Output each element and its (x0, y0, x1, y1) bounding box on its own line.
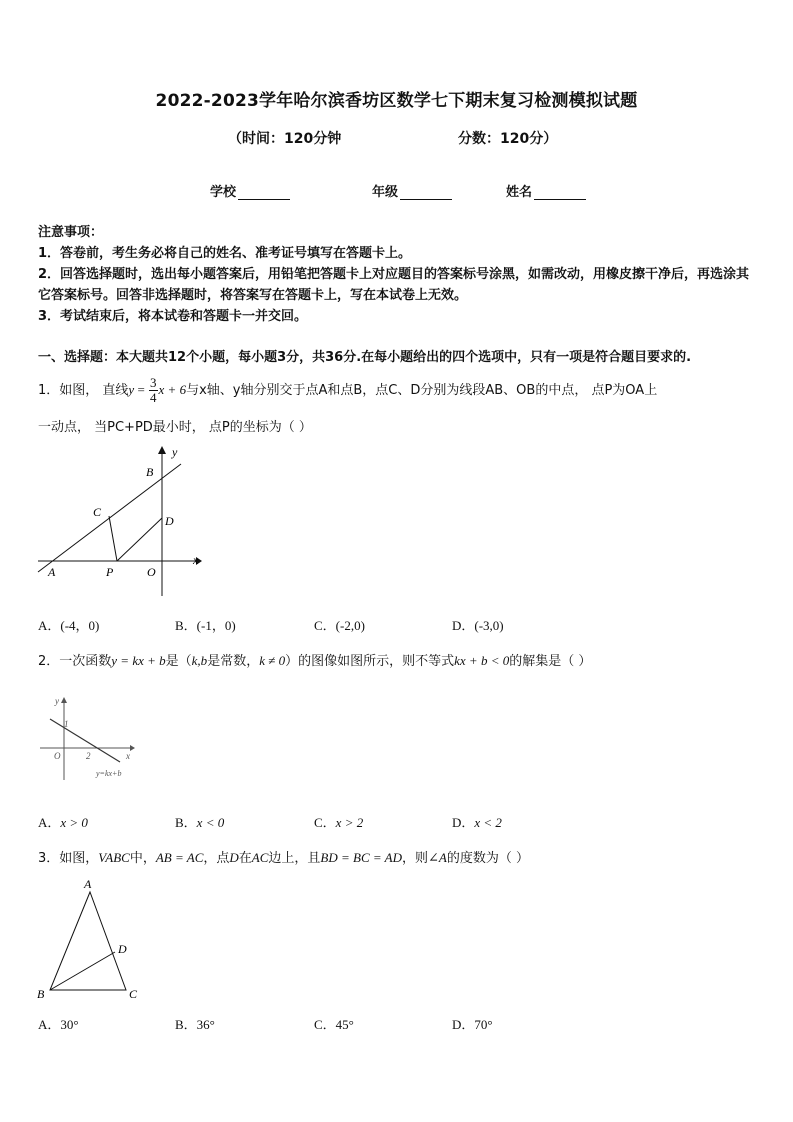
name-label: 姓名 (506, 185, 533, 200)
q3-option-c: C．45° (314, 1017, 354, 1032)
label-B: B (37, 987, 45, 1001)
label-A: A (48, 565, 56, 579)
school-label: 学校 (210, 185, 237, 200)
notice-block (38, 222, 760, 327)
question-1-text: 1．如图， 直线y = $\frac{3}{4}$ x + 6与x轴、y轴分别交于点A和点B，点C、D分别为线段AB、OB的中点， 点P为OA上 (38, 375, 658, 405)
name-blank (534, 185, 586, 200)
label-x: x (126, 751, 130, 761)
q3-option-d: D．70° (452, 1017, 493, 1032)
label-x: x (193, 553, 199, 567)
label-O: O (54, 751, 61, 761)
label-y: y (55, 696, 59, 706)
q2-option-b: B．x < 0 (175, 815, 225, 830)
section-heading: 一、选择题：本大题共12个小题，每小题3分，共36分.在每小题给出的四个选项中，只有一项是符合题目要求的. (38, 350, 692, 365)
label-2: 2 (86, 751, 91, 761)
fraction: $\frac{3}{4}$ (150, 375, 157, 405)
label-P: P (106, 565, 114, 579)
page-title: 2022-2023学年哈尔滨香坊区数学七下期末复习检测模拟试题 (155, 91, 638, 111)
exam-time: （时间：120分钟 (228, 131, 342, 147)
notice-heading: 注意事项： (38, 225, 104, 240)
label-function: y=kx+b (96, 769, 122, 778)
question-2-text: 2．一次函数y = kx + b是（k,b是常数，k ≠ 0）的图像如图所示，则不等式kx + b < 0的解集是（ ） (38, 653, 592, 669)
grade-label: 年级 (372, 185, 399, 200)
q2-option-c: C．x > 2 (314, 815, 364, 830)
label-1: 1 (64, 719, 69, 729)
school-field (210, 181, 290, 200)
name-field (506, 181, 586, 200)
question-3-figure (34, 876, 146, 1002)
label-A: A (84, 877, 92, 891)
notice-item: 3．考试结束后，将本试卷和答题卡一并交回。 (38, 309, 308, 324)
label-B: B (146, 465, 154, 479)
label-D: D (118, 942, 127, 956)
q2-option-a: A．x > 0 (38, 815, 88, 830)
question-1-figure (36, 446, 206, 598)
grade-field (372, 181, 452, 200)
question-3-text: 3．如图，VABC中，AB = AC，点D在AC边上，且BD = BC = AD，则∠A的度数为（ ） (38, 850, 530, 866)
label-C: C (129, 987, 138, 1001)
q3-option-a: A．30° (38, 1017, 79, 1032)
label-y: y (172, 446, 178, 459)
question-2-figure (38, 692, 140, 784)
q1-option-a: A．(-4，0) (38, 618, 100, 633)
label-O: O (147, 565, 156, 579)
q1-option-b: B．(-1，0) (175, 618, 236, 633)
school-blank (238, 185, 290, 200)
grade-blank (400, 185, 452, 200)
exam-score: 分数：120分） (458, 131, 558, 147)
q2-option-d: D．x < 2 (452, 815, 502, 830)
question-1-line2: 一动点， 当PC+PD最小时， 点P的坐标为（ ） (38, 420, 312, 435)
q3-option-b: B．36° (175, 1017, 215, 1032)
label-D: D (165, 514, 174, 528)
notice-item: 2．回答选择题时，选出每小题答案后，用铅笔把答题卡上对应题目的答案标号涂黑，如需改动，用橡皮擦干净后，再选涂其它答案标号。回答非选择题时，将答案写在答题卡上，写在本试卷上无效。 (38, 267, 750, 303)
label-C: C (93, 505, 102, 519)
q1-option-d: D．(-3,0) (452, 618, 504, 633)
q1-option-c: C．(-2,0) (314, 618, 365, 633)
notice-item: 1．答卷前，考生务必将自己的姓名、准考证号填写在答题卡上。 (38, 246, 412, 261)
